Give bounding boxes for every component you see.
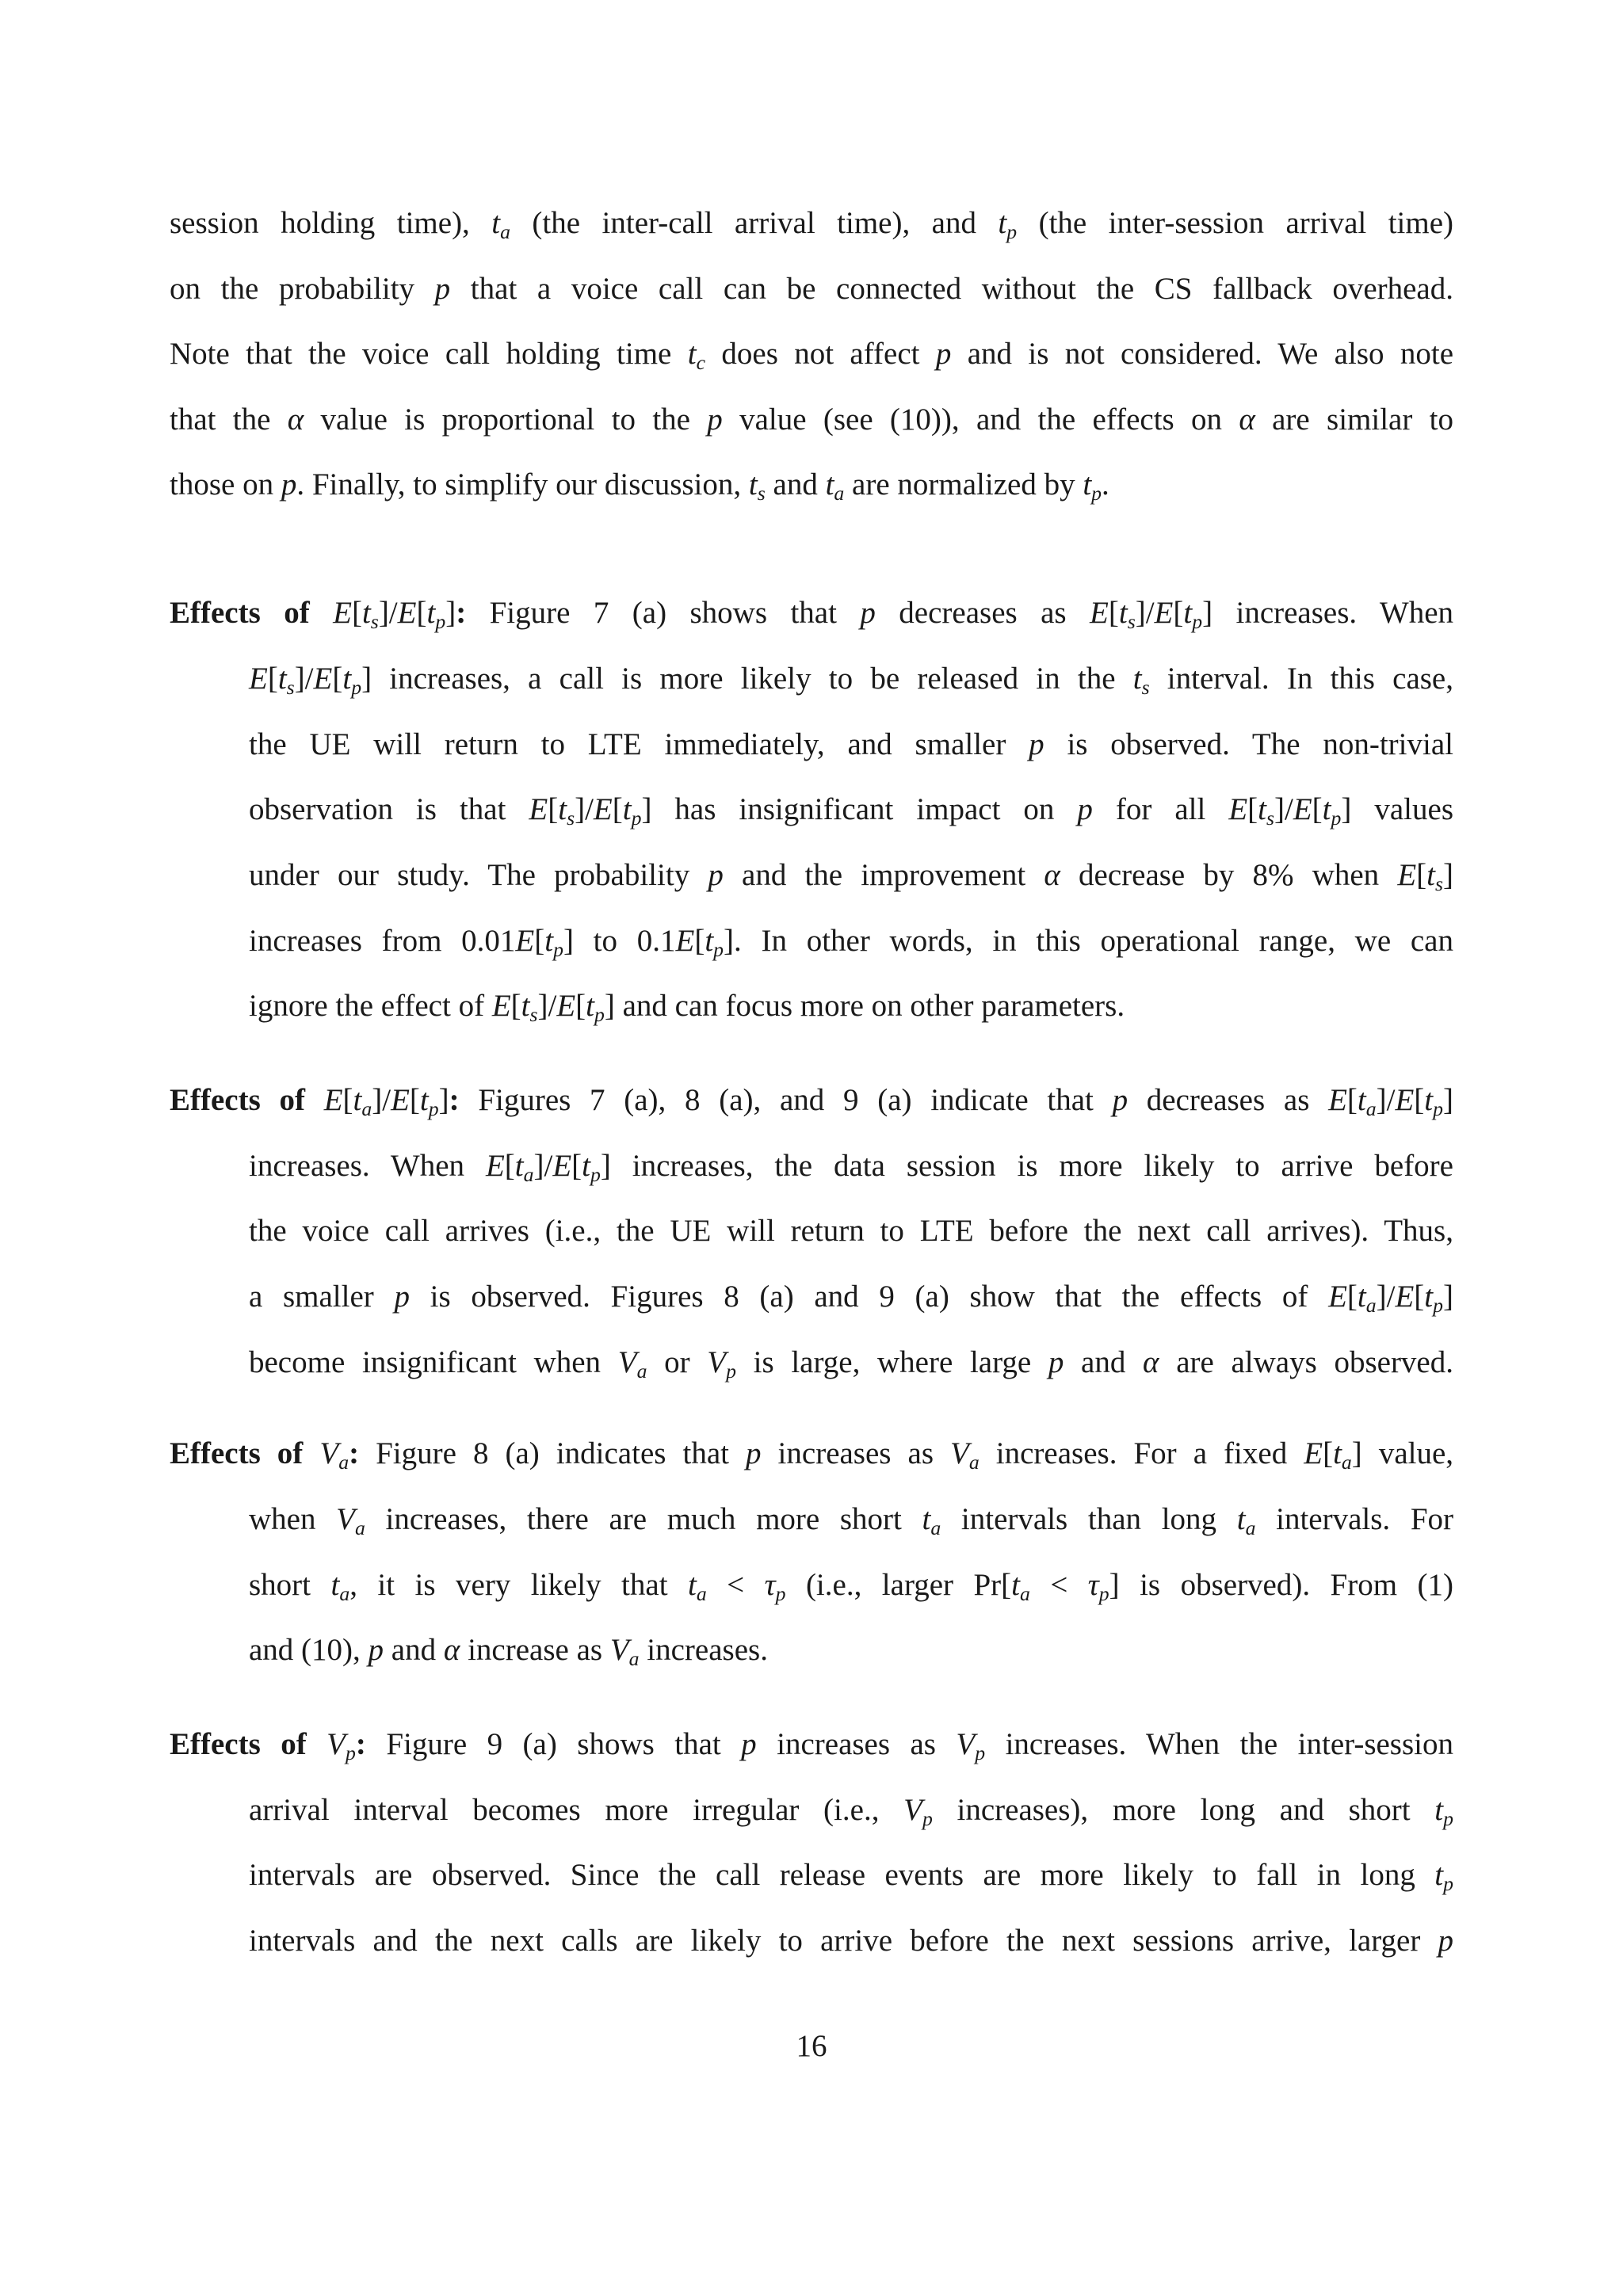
text-line: intervals and the next calls are likely to arrive before the next sessions arrive, larger p bbox=[249, 1924, 1453, 1958]
item-first-line: Effects of $E[t_s]/E[t_p]$: Figure 7 (a) shows that p decreases as $E[t_s]/E[t_p]$ increases. When bbox=[170, 596, 1453, 634]
text-line: increases from $0.01E[t_p]$ to $0.1E[t_p]$. In other words, in this operational range, we can bbox=[249, 924, 1453, 962]
text-line: increases. When $E[t_a]/E[t_p]$ increases, the data session is more likely to arrive before bbox=[249, 1149, 1453, 1187]
text-line: and (10), p and α increase as $V_a$ increases. bbox=[249, 1633, 768, 1671]
text-line: on the probability p that a voice call can be connected without the CS fallback overhead. bbox=[170, 272, 1453, 306]
text-line: ignore the effect of $E[t_s]/E[t_p]$ and can focus more on other parameters. bbox=[249, 989, 1125, 1027]
text-line: $E[t_s]/E[t_p]$ increases, a call is more likely to be released in the $t_s$ interval. In this case, bbox=[249, 662, 1453, 700]
text-line: observation is that $E[t_s]/E[t_p]$ has insignificant impact on p for all $E[t_s]/E[t_p]$ values bbox=[249, 792, 1453, 830]
text-line: under our study. The probability p and the improvement α decrease by 8% when $E[t_s]$ bbox=[249, 858, 1454, 896]
text-line: the UE will return to LTE immediately, and smaller p is observed. The non-trivial bbox=[249, 727, 1453, 761]
text-line: short $t_a$, it is very likely that $t_a < \tau_p$ (i.e., larger $Pr[t_a < \tau_p]$ is observed). From (1) bbox=[249, 1568, 1454, 1606]
text-line: arrival interval becomes more irregular (i.e., $V_p$ increases), more long and short $t_p$ bbox=[249, 1793, 1454, 1831]
item-first-line: Effects of $V_p$: Figure 9 (a) shows that p increases as $V_p$ increases. When the inter-session bbox=[170, 1727, 1453, 1765]
text-line: Note that the voice call holding time $t_c$ does not affect p and is not considered. We also note bbox=[170, 337, 1454, 375]
item-first-line: Effects of $V_a$: Figure 8 (a) indicates that p increases as $V_a$ increases. For a fixed $E[t_a]$ value, bbox=[170, 1436, 1454, 1474]
item-first-line: Effects of $E[t_a]/E[t_p]$: Figures 7 (a), 8 (a), and 9 (a) indicate that p decreases as $E[t_a]/E[t_p]$ bbox=[170, 1083, 1454, 1121]
page-number: 16 bbox=[796, 2029, 827, 2063]
text-line: those on p. Finally, to simplify our discussion, $t_s$ and $t_a$ are normalized by $t_p$. bbox=[170, 467, 1109, 505]
text-line: the voice call arrives (i.e., the UE will return to LTE before the next call arrives). Thus, bbox=[249, 1214, 1453, 1248]
item-term: Effects of bbox=[170, 1083, 305, 1117]
text-line: become insignificant when $V_a$ or $V_p$ is large, where large p and α are always observed. bbox=[249, 1345, 1453, 1383]
item-term: Effects of bbox=[170, 596, 310, 630]
item-term: Effects of bbox=[170, 1727, 307, 1761]
text-line: a smaller p is observed. Figures 8 (a) and 9 (a) show that the effects of $E[t_a]/E[t_p]$ bbox=[249, 1280, 1453, 1318]
text-line: session holding time), $t_a$ (the inter-call arrival time), and $t_p$ (the inter-session arrival time) bbox=[170, 206, 1453, 244]
item-term: Effects of bbox=[170, 1436, 304, 1470]
text-line: when $V_a$ increases, there are much more short $t_a$ intervals than long $t_a$ intervals. For bbox=[249, 1502, 1453, 1540]
text-line: intervals are observed. Since the call release events are more likely to fall in long $t_p$ bbox=[249, 1858, 1453, 1896]
text-line: that the α value is proportional to the p value (see (10)), and the effects on α are similar to bbox=[170, 402, 1453, 437]
